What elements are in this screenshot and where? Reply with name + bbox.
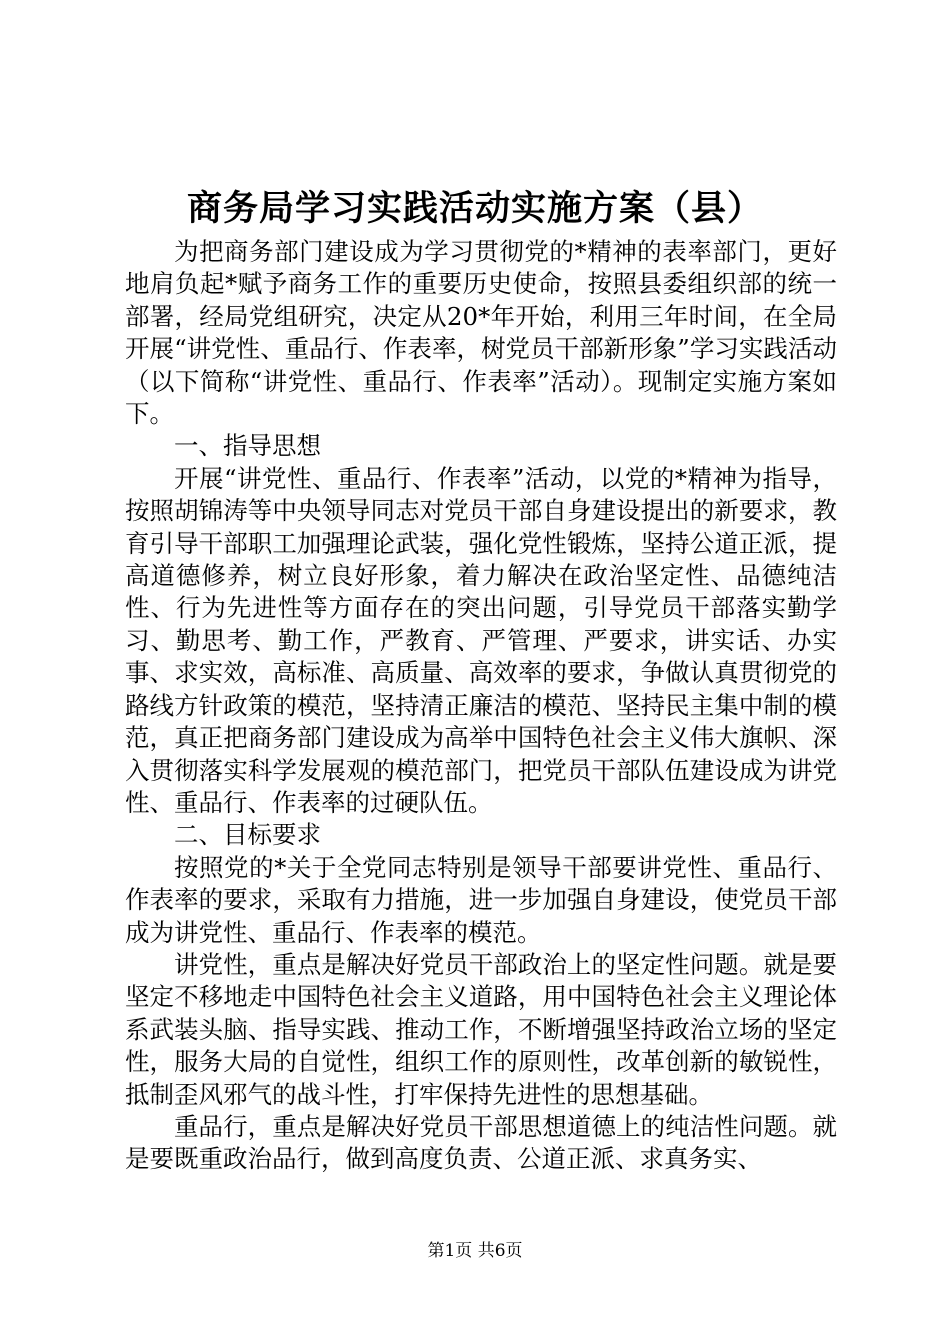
paragraph-conduct: 重品行，重点是解决好党员干部思想道德上的纯洁性问题。就是要既重政治品行，做到高度负责、公道正派、求真务实、	[125, 1111, 837, 1174]
paragraph-party-spirit: 讲党性，重点是解决好党员干部政治上的坚定性问题。就是要坚定不移地走中国特色社会主义道路，用中国特色社会主义理论体系武装头脑、指导实践、推动工作，不断增强坚持政治立场的坚定性，服务大局的自觉性，组织工作的原则性，改革创新的敏锐性，抵制歪风邪气的战斗性，打牢保持先进性的思想基础。	[125, 949, 837, 1109]
section-heading-guiding-thought: 一、指导思想	[174, 431, 321, 461]
section-heading-goals: 二、目标要求	[174, 820, 321, 850]
document-title: 商务局学习实践活动实施方案（县）	[186, 188, 763, 229]
document-body	[125, 236, 837, 1176]
paragraph-intro: 为把商务部门建设成为学习贯彻党的*精神的表率部门，更好地肩负起*赋予商务工作的重要历史使命，按照县委组织部的统一部署，经局党组研究，决定从20*年开始，利用三年时间，在全局开展“讲党性、重品行、作表率，树党员干部新形象”学习实践活动（以下简称“讲党性、重品行、作表率”活动）。现制定实施方案如下。	[125, 237, 837, 429]
paragraph-guiding-thought: 开展“讲党性、重品行、作表率”活动，以党的*精神为指导，按照胡锦涛等中央领导同志对党员干部自身建设提出的新要求，教育引导干部职工加强理论武装，强化党性锻炼，坚持公道正派，提高道德修养，树立良好形象，着力解决在政治坚定性、品德纯洁性、行为先进性等方面存在的突出问题，引导党员干部落实勤学习、勤思考、勤工作，严教育、严管理、严要求，讲实话、办实事、求实效，高标准、高质量、高效率的要求，争做认真贯彻党的路线方针政策的模范，坚持清正廉洁的模范、坚持民主集中制的模范，真正把商务部门建设成为高举中国特色社会主义伟大旗帜、深入贯彻落实科学发展观的模范部门，把党员干部队伍建设成为讲党性、重品行、作表率的过硬队伍。	[125, 463, 837, 817]
paragraph-goals: 按照党的*关于全党同志特别是领导干部要讲党性、重品行、作表率的要求，采取有力措施，进一步加强自身建设，使党员干部成为讲党性、重品行、作表率的模范。	[125, 852, 837, 947]
page-number-footer: 第1页 共6页	[427, 1241, 523, 1261]
